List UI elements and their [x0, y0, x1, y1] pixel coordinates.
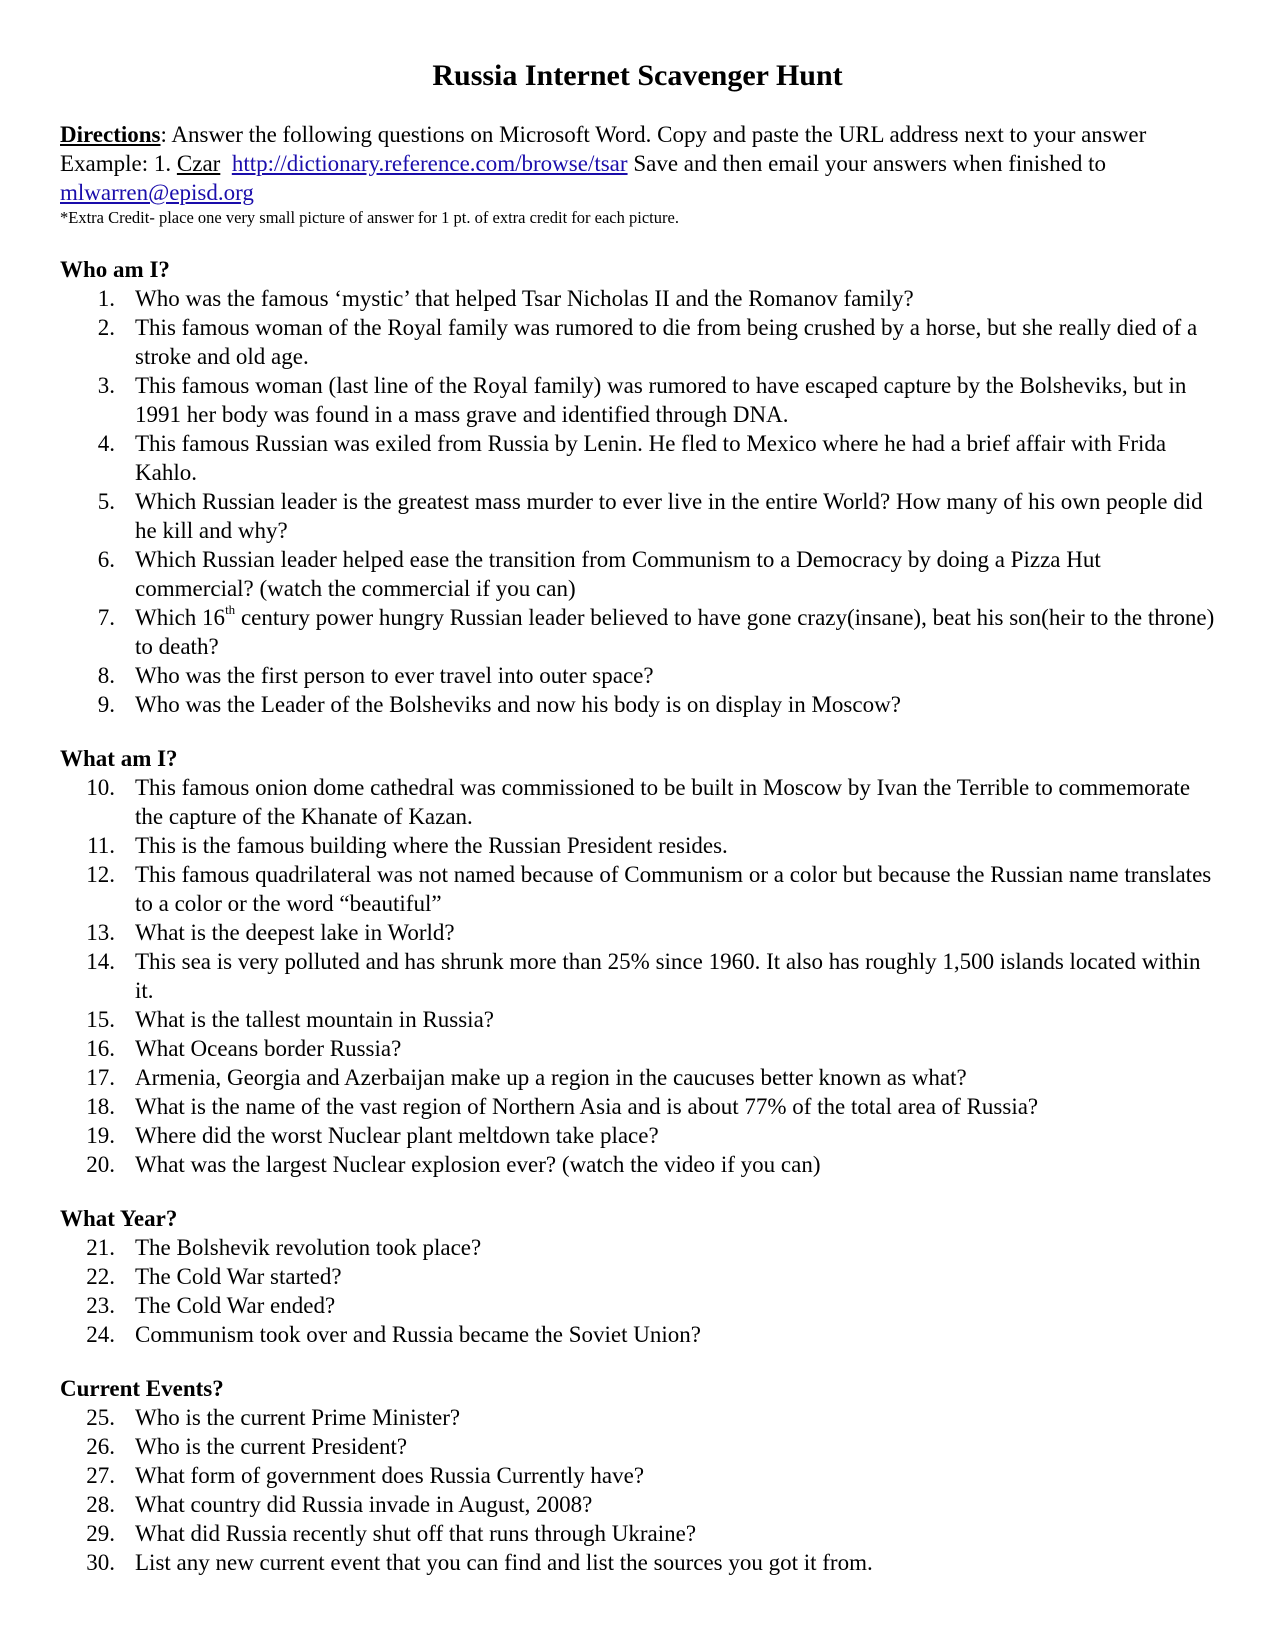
question-item — [60, 487, 1215, 545]
question-number: 21. — [86, 1235, 115, 1260]
question-item — [60, 1005, 1215, 1034]
question-item — [60, 690, 1215, 719]
question-item — [60, 1262, 1215, 1291]
question-item — [60, 1403, 1215, 1432]
directions-paragraph — [60, 120, 1215, 207]
directions-colon: : — [160, 122, 167, 147]
question-number: 27. — [86, 1463, 115, 1488]
question-number: 22. — [86, 1264, 115, 1289]
question-item — [60, 773, 1215, 831]
question-item — [60, 545, 1215, 603]
question-item — [60, 429, 1215, 487]
question-number: 10. — [86, 775, 115, 800]
question-text: What is the name of the vast region of Northern Asia and is about 77% of the total area of Russia? — [135, 1094, 1039, 1119]
section-what-year — [60, 1204, 1215, 1349]
question-item — [60, 661, 1215, 690]
section-heading: What Year? — [60, 1206, 178, 1231]
question-item — [60, 603, 1215, 661]
question-list — [60, 773, 1215, 1179]
example-spacer — [220, 151, 232, 176]
question-text: Which Russian leader is the greatest mass murder to ever live in the entire World? How many of his own people did he kill and why? — [135, 489, 1203, 543]
question-number: 20. — [86, 1152, 115, 1177]
question-number: 7. — [97, 605, 115, 630]
ordinal-suffix: th — [225, 602, 236, 618]
question-item — [60, 831, 1215, 860]
directions-label: Directions — [60, 122, 161, 147]
section-heading: Current Events? — [60, 1376, 224, 1401]
extra-credit-note: *Extra Credit- place one very small picture of answer for 1 pt. of extra credit for each picture. — [60, 208, 679, 227]
question-text: The Cold War started? — [135, 1264, 342, 1289]
question-list — [60, 284, 1215, 719]
question-item — [60, 1548, 1215, 1577]
question-number: 12. — [86, 862, 115, 887]
question-item — [60, 1519, 1215, 1548]
question-text: Where did the worst Nuclear plant meltdown take place? — [135, 1123, 659, 1148]
question-text: This is the famous building where the Russian President resides. — [135, 833, 728, 858]
question-text: Who was the Leader of the Bolsheviks and now his body is on display in Moscow? — [135, 692, 901, 717]
question-number: 6. — [97, 547, 115, 572]
question-number: 30. — [86, 1550, 115, 1575]
question-number: 5. — [97, 489, 115, 514]
question-item — [60, 947, 1215, 1005]
question-number: 8. — [97, 663, 115, 688]
question-item — [60, 1490, 1215, 1519]
question-text-before: Which 16 — [135, 605, 226, 630]
question-text: Which Russian leader helped ease the transition from Communism to a Democracy by doing a Pizza Hut commercial? (watch the commercial if you can) — [135, 547, 1101, 601]
question-number: 15. — [86, 1007, 115, 1032]
question-number: 13. — [86, 920, 115, 945]
question-number: 29. — [86, 1521, 115, 1546]
question-text: Who was the famous ‘mystic’ that helped Tsar Nicholas II and the Romanov family? — [135, 286, 914, 311]
question-text: This sea is very polluted and has shrunk more than 25% since 1960. It also has roughly 1,500 islands located within it. — [135, 949, 1201, 1003]
page-title: Russia Internet Scavenger Hunt — [432, 59, 843, 92]
question-text: The Bolshevik revolution took place? — [135, 1235, 482, 1260]
question-text: Communism took over and Russia became the Soviet Union? — [135, 1322, 701, 1347]
question-text: This famous quadrilateral was not named because of Communism or a color but because the Russian name translates to a color or the word “beautiful” — [135, 862, 1212, 916]
question-item — [60, 371, 1215, 429]
question-text: Who was the first person to ever travel into outer space? — [135, 663, 654, 688]
question-item — [60, 284, 1215, 313]
question-item — [60, 1092, 1215, 1121]
question-item — [60, 313, 1215, 371]
question-number: 23. — [86, 1293, 115, 1318]
section-what-am-i — [60, 744, 1215, 1179]
directions-text-1: Answer the following questions on Microsoft Word. Copy and paste the URL address next to your answer Example: 1. — [60, 122, 1147, 176]
question-text-after: century power hungry Russian leader believed to have gone crazy(insane), beat his son(heir to the throne) to death? — [135, 605, 1215, 659]
question-text: What did Russia recently shut off that runs through Ukraine? — [135, 1521, 697, 1546]
question-item — [60, 1461, 1215, 1490]
question-number: 1. — [97, 286, 115, 311]
directions-text-2: Save and then email your answers when finished to — [627, 151, 1106, 176]
section-heading: Who am I? — [60, 257, 170, 282]
question-number: 19. — [86, 1123, 115, 1148]
question-text: This famous woman (last line of the Royal family) was rumored to have escaped capture by the Bolsheviks, but in 1991 her body was found in a mass grave and identified through DNA. — [135, 373, 1187, 427]
section-current-events — [60, 1374, 1215, 1577]
question-number: 14. — [86, 949, 115, 974]
question-number: 18. — [86, 1094, 115, 1119]
question-number: 17. — [86, 1065, 115, 1090]
question-item — [60, 1320, 1215, 1349]
question-text: This famous onion dome cathedral was commissioned to be built in Moscow by Ivan the Terrible to commemorate the capture of the Khanate of Kazan. — [135, 775, 1191, 829]
question-text: What was the largest Nuclear explosion ever? (watch the video if you can) — [135, 1152, 821, 1177]
question-number: 28. — [86, 1492, 115, 1517]
example-word: Czar — [176, 151, 221, 176]
question-text: What is the deepest lake in World? — [135, 920, 455, 945]
question-item — [60, 1121, 1215, 1150]
question-item — [60, 1233, 1215, 1262]
question-item — [60, 1063, 1215, 1092]
question-number: 25. — [86, 1405, 115, 1430]
section-who-am-i — [60, 255, 1215, 719]
question-number: 4. — [97, 431, 115, 456]
question-item — [60, 1034, 1215, 1063]
question-text: This famous Russian was exiled from Russia by Lenin. He fled to Mexico where he had a brief affair with Frida Kahlo. — [135, 431, 1167, 485]
question-text: Armenia, Georgia and Azerbaijan make up a region in the caucuses better known as what? — [135, 1065, 967, 1090]
question-number: 24. — [86, 1322, 115, 1347]
question-list — [60, 1403, 1215, 1577]
question-list — [60, 1233, 1215, 1349]
question-item — [60, 860, 1215, 918]
question-item — [60, 918, 1215, 947]
question-text: What Oceans border Russia? — [135, 1036, 402, 1061]
question-number: 26. — [86, 1434, 115, 1459]
question-number: 2. — [97, 315, 115, 340]
question-text: What form of government does Russia Currently have? — [135, 1463, 645, 1488]
section-heading: What am I? — [60, 746, 178, 771]
question-number: 11. — [87, 833, 115, 858]
question-number: 3. — [97, 373, 115, 398]
email-link[interactable]: mlwarren@episd.org — [60, 180, 254, 205]
question-text: What country did Russia invade in August, 2008? — [135, 1492, 593, 1517]
example-url-link[interactable]: http://dictionary.reference.com/browse/tsar — [231, 151, 628, 176]
question-text: What is the tallest mountain in Russia? — [135, 1007, 494, 1032]
question-number: 16. — [86, 1036, 115, 1061]
question-item — [60, 1150, 1215, 1179]
question-text: Who is the current Prime Minister? — [135, 1405, 461, 1430]
question-item — [60, 1291, 1215, 1320]
question-text: This famous woman of the Royal family was rumored to die from being crushed by a horse, but she really died of a stroke and old age. — [135, 315, 1198, 369]
question-number: 9. — [97, 692, 115, 717]
question-text: List any new current event that you can find and list the sources you got it from. — [135, 1550, 873, 1575]
question-item — [60, 1432, 1215, 1461]
question-text: The Cold War ended? — [135, 1293, 336, 1318]
question-text: Who is the current President? — [135, 1434, 408, 1459]
